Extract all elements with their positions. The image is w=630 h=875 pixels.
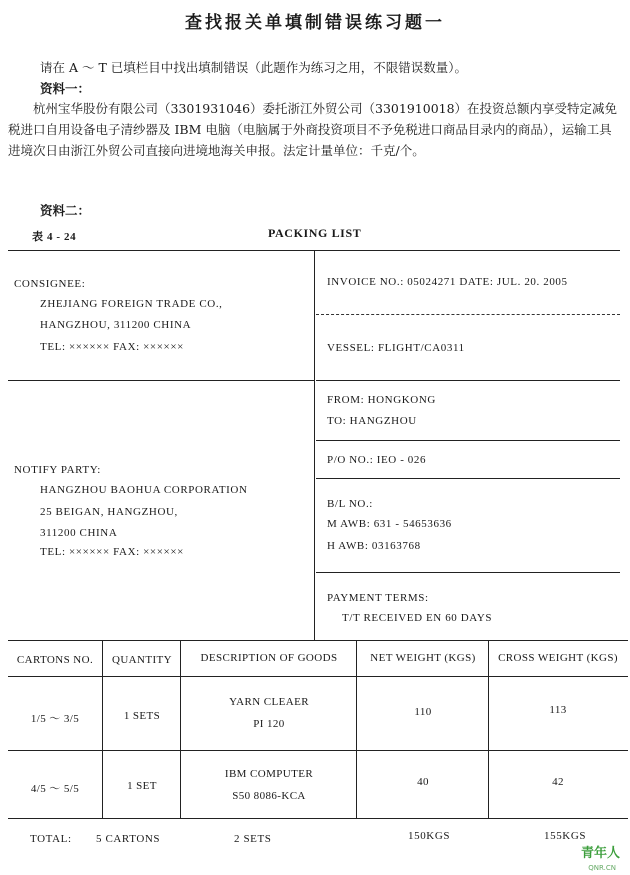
row1-bottom <box>8 750 628 751</box>
total-gross-weight: 155KGS <box>544 830 587 842</box>
total-cartons: 5 CARTONS <box>96 833 161 845</box>
intro-text: 请在 A ～ T 已填栏目中找出填制错误（此题作为练习之用，不限错误数量）。 <box>40 60 468 75</box>
right-divider-2 <box>316 380 620 381</box>
table-number: 表 4 - 24 <box>32 231 77 243</box>
right-divider-4 <box>316 478 620 479</box>
hawb-info: H AWB: 03163768 <box>327 540 421 552</box>
row2-quantity: 1 SET <box>127 780 157 792</box>
total-label: TOTAL: <box>30 833 72 845</box>
row2-cartons: 4/5 ～ 5/5 <box>30 783 80 795</box>
watermark-url: QNR.CN <box>588 864 616 872</box>
payment-value: T/T RECEIVED EN 60 DAYS <box>342 612 493 624</box>
total-net-weight: 150KGS <box>408 830 451 842</box>
notify-label: NOTIFY PARTY: <box>14 464 101 476</box>
material1-text: 杭州宝华股份有限公司（3301931046）委托浙江外贸公司（3301910018）在投资总额内享受特定减免税进口自用设备电子清纱器及 IBM 电脑（电脑属于外商投资项目不予免税进口商品目录内的商品），运输工具进境次日由浙江外贸公司直接向进境地海关申报。法定计量单位：千克/个。 <box>8 101 618 158</box>
mawb-info: M AWB: 631 - 54653636 <box>327 518 452 530</box>
row2-desc-line2: S50 8086-KCA <box>232 790 306 802</box>
row1-net-weight: 110 <box>414 706 432 718</box>
row2-gross-weight: 42 <box>552 776 564 788</box>
notify-line3: 311200 CHINA <box>40 527 118 539</box>
row1-cartons: 1/5 ～ 3/5 <box>30 713 80 725</box>
right-divider-5 <box>316 572 620 573</box>
table-top <box>8 640 628 641</box>
right-divider-3 <box>316 440 620 441</box>
header-bottom <box>8 676 628 677</box>
consignee-line1: ZHEJIANG FOREIGN TRADE CO., <box>40 298 223 310</box>
to-info: TO: HANGZHOU <box>327 415 417 427</box>
header-net-weight: NET WEIGHT (KGS) <box>370 652 476 664</box>
header-description: DESCRIPTION OF GOODS <box>200 652 338 664</box>
row2-net-weight: 40 <box>417 776 429 788</box>
row1-desc-line2: PI 120 <box>253 718 285 730</box>
right-divider-1 <box>316 314 620 315</box>
consignee-line3: TEL: ×××××× FAX: ×××××× <box>40 341 184 353</box>
header-quantity: QUANTITY <box>111 654 173 666</box>
header-gross-weight: CROSS WEIGHT (KGS) <box>498 652 618 664</box>
row1-quantity: 1 SETS <box>123 710 161 722</box>
notify-line2: 25 BEIGAN, HANGZHOU, <box>40 506 178 518</box>
consignee-label: CONSIGNEE: <box>14 278 86 290</box>
invoice-info: INVOICE NO.: 05024271 DATE: JUL. 20. 2005 <box>327 276 568 288</box>
payment-label: PAYMENT TERMS: <box>327 592 429 604</box>
row2-desc-line1: IBM COMPUTER <box>224 768 314 780</box>
center-divider <box>314 250 315 640</box>
bl-info: B/L NO.: <box>327 498 373 510</box>
row1-desc-line1: YARN CLEAER <box>229 696 309 708</box>
col-line-3 <box>356 640 357 818</box>
header-cartons: CARTONS NO. <box>16 654 94 666</box>
notify-line1: HANGZHOU BAOHUA CORPORATION <box>40 484 248 496</box>
row1-gross-weight: 113 <box>549 704 567 716</box>
vessel-info: VESSEL: FLIGHT/CA0311 <box>327 342 465 354</box>
left-divider <box>8 380 314 381</box>
col-line-4 <box>488 640 489 818</box>
material1-label: 资料一： <box>40 81 91 96</box>
page-title: 查找报关单填制错误练习题一 <box>185 13 445 33</box>
packing-list-title: PACKING LIST <box>268 226 362 240</box>
total-quantity: 2 SETS <box>234 833 272 845</box>
row2-bottom <box>8 818 628 819</box>
material2-label: 资料二： <box>40 203 91 218</box>
watermark: 青年人 <box>580 846 620 861</box>
notify-line4: TEL: ×××××× FAX: ×××××× <box>40 546 184 558</box>
from-info: FROM: HONGKONG <box>327 394 436 406</box>
consignee-line2: HANGZHOU, 311200 CHINA <box>40 319 192 331</box>
po-info: P/O NO.: IEO - 026 <box>327 454 427 466</box>
